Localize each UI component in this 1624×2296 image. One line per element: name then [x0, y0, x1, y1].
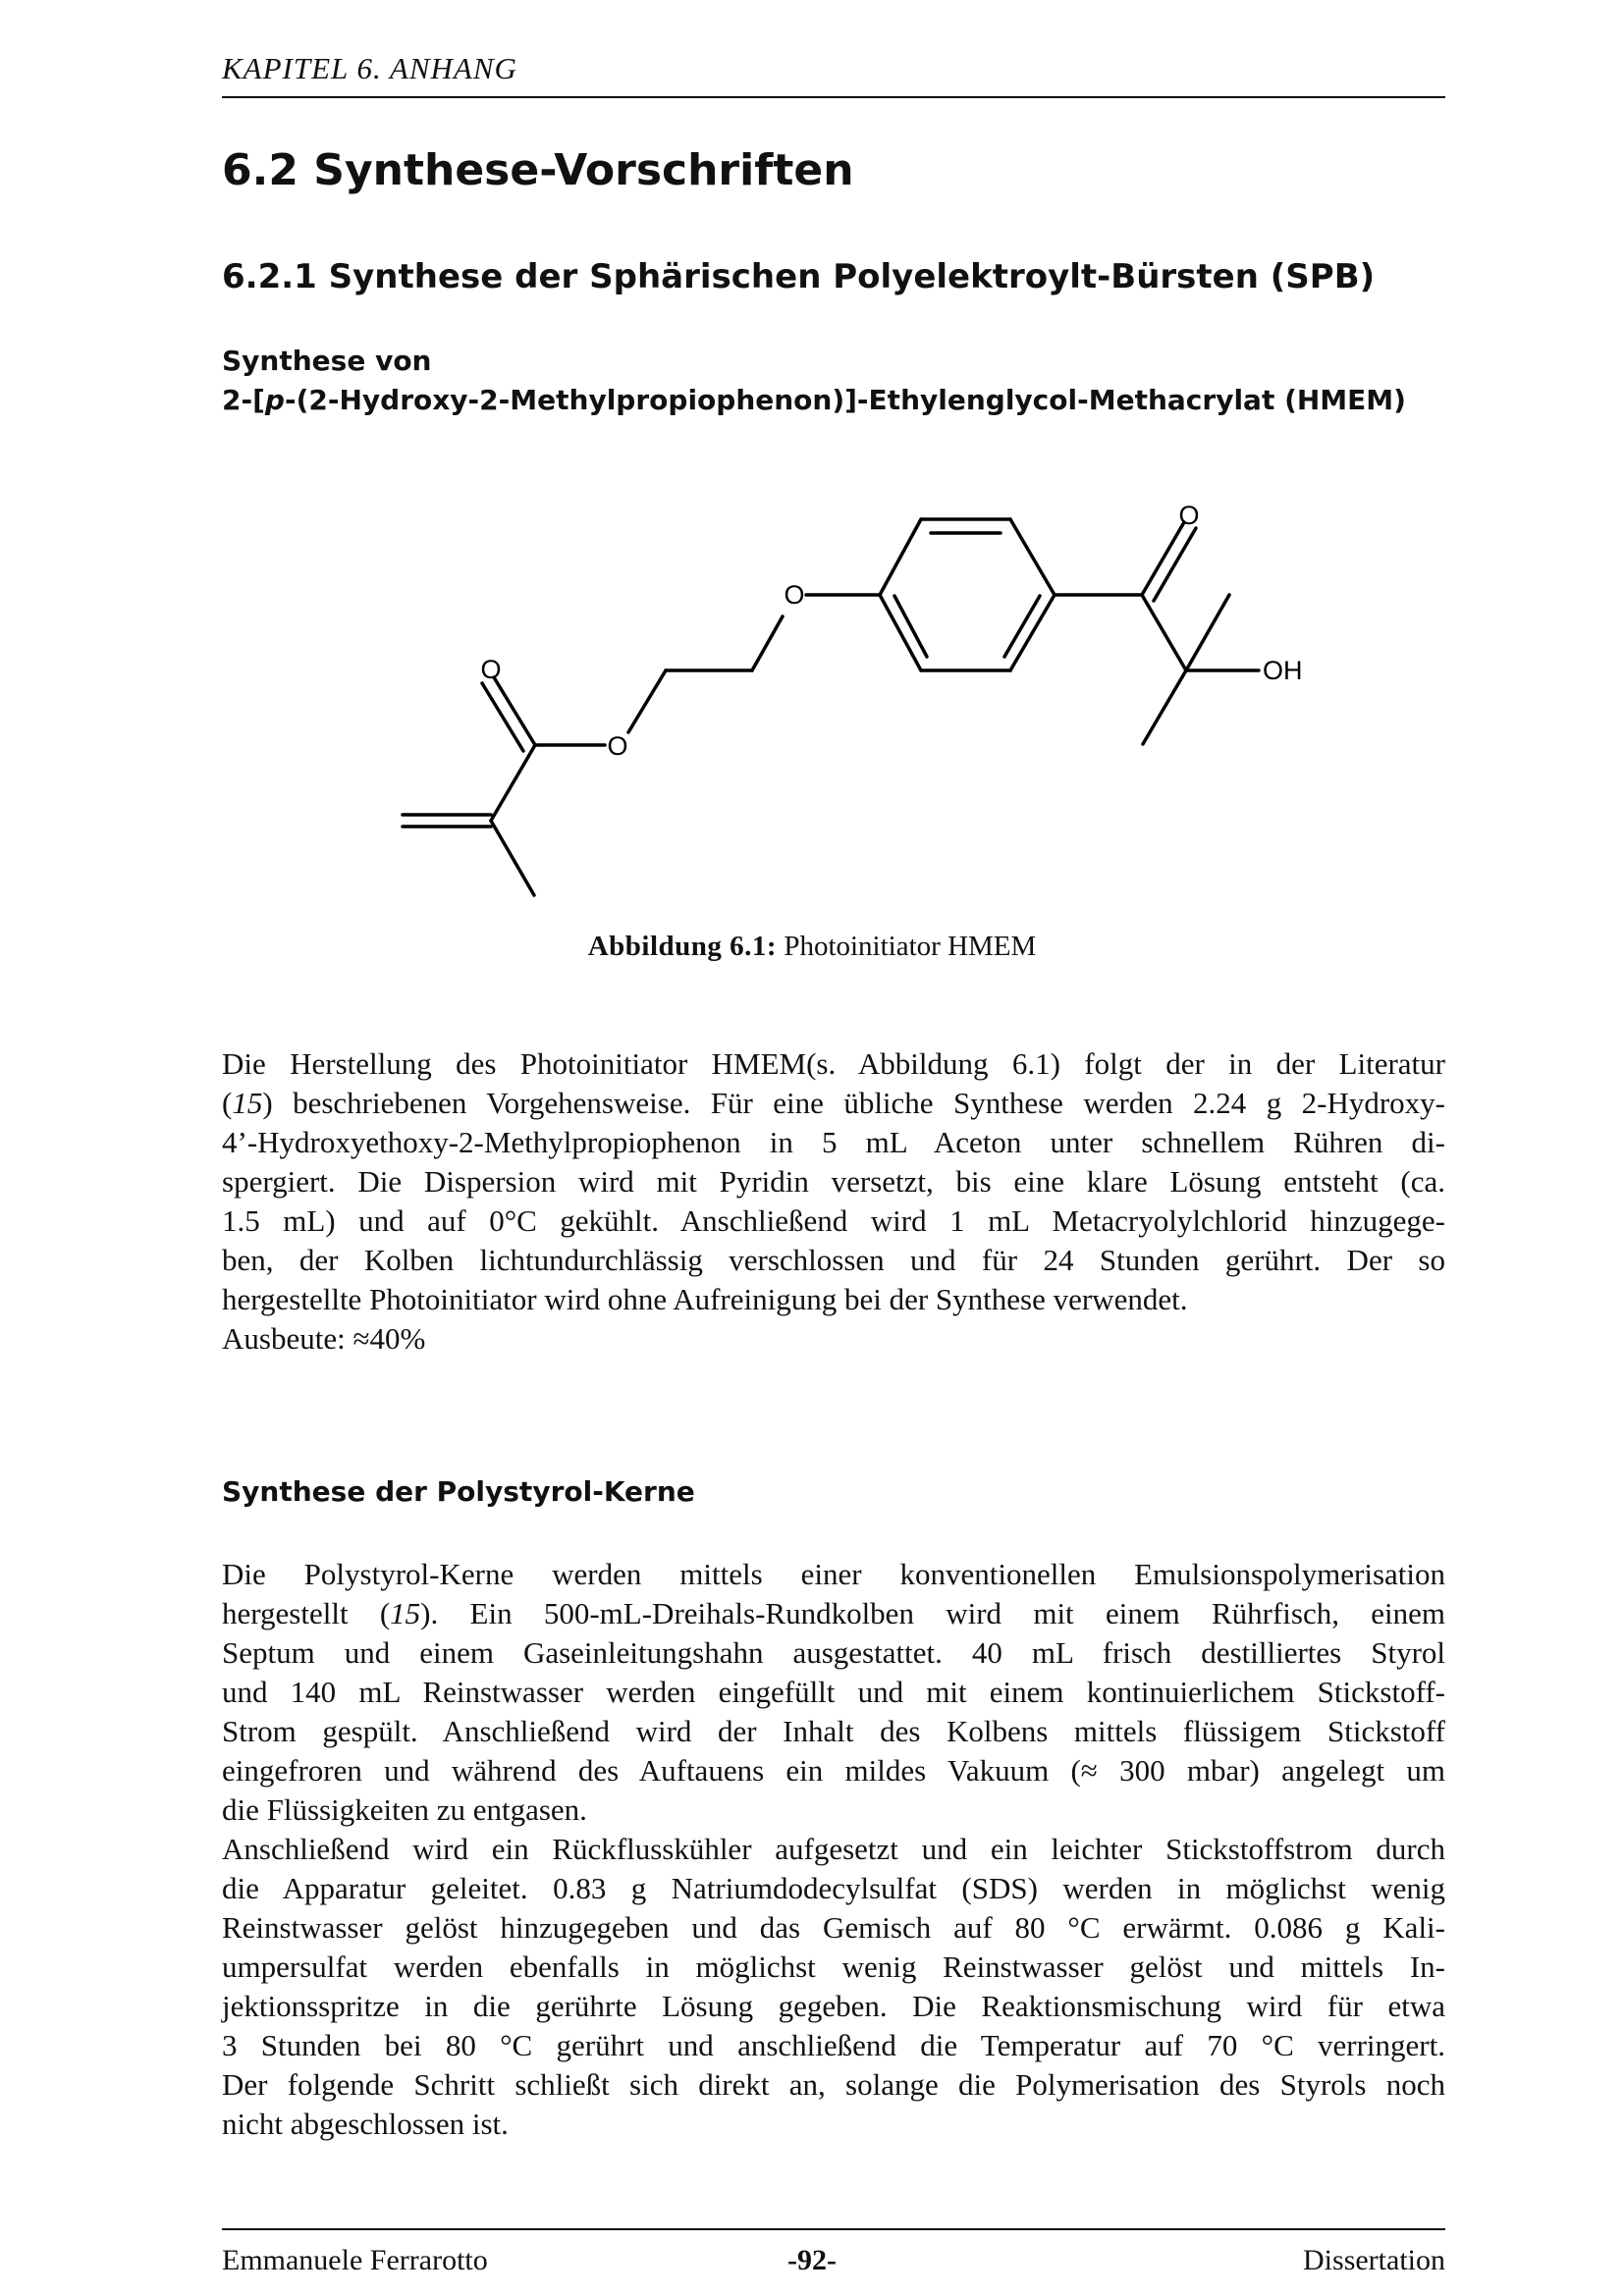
hmem-structure-diagram [393, 491, 1316, 903]
hmem-yield-line: Ausbeute: ≈40% [222, 1321, 426, 1356]
atom-label-ketone-o: O [1178, 501, 1200, 530]
hmem-paragraph [222, 1044, 1445, 1359]
atom-label-ether-o: O [784, 580, 805, 610]
polystyrol-paragraph-line: eingefroren und während des Auftauens ein mildes Vakuum (≈ 300 mbar) angelegt um [222, 1753, 1445, 1788]
footer-page-number: -92- [787, 2244, 837, 2276]
subsection-title: 6.2.1 Synthese der Sphärischen Polyelektroylt-Bürsten (SPB) [222, 257, 1376, 296]
hmem-heading-line1: Synthese von [222, 345, 432, 377]
hmem-heading-pre: 2-[ [222, 384, 265, 416]
ring-bond-1 [880, 519, 921, 595]
bond-methyl-down [491, 821, 534, 895]
literature-reference: 15 [232, 1086, 263, 1120]
polystyrol-paragraph-line: die Apparatur geleitet. 0.83 g Natriumdodecylsulfat (SDS) werden in möglichst wenig [222, 1871, 1445, 1905]
atom-label-oh: OH [1263, 656, 1303, 685]
ring-bond-3 [1010, 519, 1055, 595]
bond-cq-methyl-up [1186, 595, 1229, 670]
bond-to-carbonyl [491, 745, 535, 821]
ring-inner-3 [894, 596, 927, 657]
hmem-paragraph-line: (15) beschriebenen Vorgehensweise. Für eine übliche Synthese werden 2.24 g 2-Hydroxy- [222, 1086, 1445, 1120]
polystyrol-paragraph-line: Strom gespült. Anschließend wird der Inhalt des Kolbens mittels flüssigem Stickstoff [222, 1714, 1445, 1748]
polystyrol-paragraph-line: umpersulfat werden ebenfalls in möglichst wenig Reinstwasser gelöst und mittels In- [222, 1949, 1445, 1984]
polystyrol-heading: Synthese der Polystyrol-Kerne [222, 1475, 695, 1508]
footer-author: Emmanuele Ferrarotto [222, 2244, 488, 2276]
footer-rule [222, 2228, 1445, 2230]
hmem-heading-line2 [222, 381, 1406, 420]
figure-caption [0, 931, 1624, 963]
caption-text: Photoinitiator HMEM [784, 931, 1037, 962]
polystyrol-paragraph-line: 3 Stunden bei 80 °C gerührt und anschließend die Temperatur auf 70 °C verringert. [222, 2028, 1445, 2062]
hmem-paragraph-line: spergiert. Die Dispersion wird mit Pyridin versetzt, bis eine klare Lösung entsteht (ca. [222, 1164, 1445, 1199]
polystyrol-paragraph-line: nicht abgeschlossen ist. [222, 2107, 509, 2141]
atom-label-ester-o: O [607, 731, 628, 761]
hmem-paragraph-line: 4’-Hydroxyethoxy-2-Methylpropiophenon in 5 mL Aceton unter schnellem Rühren di- [222, 1125, 1445, 1159]
polystyrol-paragraph-line: jektionsspritze in die gerührte Lösung gegeben. Die Reaktionsmischung wird für etwa [222, 1989, 1445, 2023]
hmem-heading [222, 342, 1406, 420]
bond-cq-methyl-down [1143, 670, 1186, 744]
polystyrol-paragraph [222, 1555, 1445, 2144]
polystyrol-paragraph-line: hergestellt (15). Ein 500-mL-Dreihals-Rundkolben wird mit einem Rührfisch, einem [222, 1596, 1445, 1630]
hmem-heading-post: -(2-Hydroxy-2-Methylpropiophenon)]-Ethylenglycol-Methacrylat (HMEM) [284, 384, 1406, 416]
bond-ch2-to-o [752, 616, 783, 670]
header-rule [222, 96, 1445, 98]
bond-ketone-to-cq [1142, 595, 1186, 670]
polystyrol-paragraph-line: die Flüssigkeiten zu entgasen. [222, 1792, 587, 1827]
bond-o-to-ch2 [628, 670, 666, 732]
hmem-paragraph-line: hergestellte Photoinitiator wird ohne Aufreinigung bei der Synthese verwendet. [222, 1282, 1188, 1316]
polystyrol-paragraph-line: Der folgende Schritt schließt sich direkt an, solange die Polymerisation des Styrols noch [222, 2067, 1445, 2102]
hmem-heading-italic: p [264, 384, 285, 416]
polystyrol-paragraph-line: Reinstwasser gelöst hinzugegeben und das Gemisch auf 80 °C erwärmt. 0.086 g Kali- [222, 1910, 1445, 1945]
caption-label: Abbildung 6.1: [587, 931, 778, 962]
hmem-paragraph-line: Die Herstellung des Photoinitiator HMEM(s. Abbildung 6.1) folgt der in der Literatur [222, 1046, 1445, 1081]
hmem-paragraph-line: ben, der Kolben lichtundurchlässig verschlossen und für 24 Stunden gerührt. Der so [222, 1243, 1445, 1277]
running-header: KAPITEL 6. ANHANG [222, 51, 517, 85]
polystyrol-paragraph-line: und 140 mL Reinstwasser werden eingefüllt und mit einem kontinuierlichem Stickstoff- [222, 1675, 1445, 1709]
literature-reference: 15 [390, 1596, 421, 1630]
polystyrol-paragraph-line: Die Polystyrol-Kerne werden mittels einer konventionellen Emulsionspolymerisation [222, 1557, 1445, 1591]
section-title: 6.2 Synthese-Vorschriften [222, 145, 854, 195]
polystyrol-paragraph-line: Anschließend wird ein Rückflusskühler aufgesetzt und ein leichter Stickstoffstrom durch [222, 1832, 1445, 1866]
polystyrol-paragraph-line: Septum und einem Gaseinleitungshahn ausgestattet. 40 mL frisch destilliertes Styrol [222, 1635, 1445, 1670]
footer-doc-type: Dissertation [1303, 2244, 1445, 2276]
atom-label-ester-carbonyl-o: O [480, 655, 502, 684]
hmem-paragraph-line: 1.5 mL) und auf 0°C gekühlt. Anschließend wird 1 mL Metacryolylchlorid hinzugege- [222, 1203, 1445, 1238]
